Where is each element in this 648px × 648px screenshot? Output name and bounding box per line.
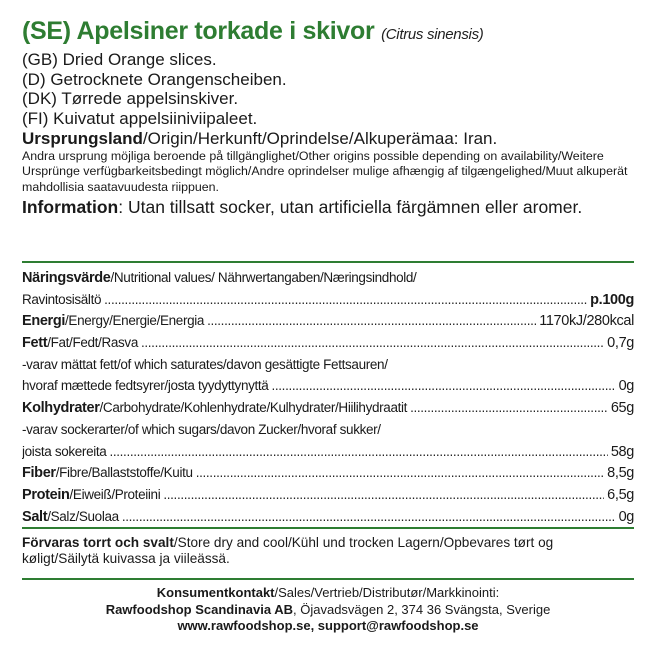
nutrient-translations: /Energy/Energie/Energia — [65, 313, 205, 329]
nutrient-translations: /Salz/Suolaa — [47, 508, 119, 524]
nutrient-value: 58g — [610, 443, 634, 460]
contact-company-line — [22, 602, 634, 619]
nutrient-sugars-line1: -varav sockerarter/of which sugars/davon Zucker/hvoraf sukker/ — [22, 421, 381, 437]
storage-bold: Förvaras torrt och svalt — [22, 535, 174, 550]
nutrient-row-carbohydrate — [22, 397, 634, 419]
nutrient-value: 65g — [610, 400, 634, 417]
nutrient-value: 6,5g — [607, 486, 634, 503]
nutrient-row-sugars — [22, 441, 634, 463]
nutrient-value: 8,5g — [607, 465, 634, 482]
nutrient-row-fiber — [22, 462, 634, 484]
information-text: : Utan tillsatt socker, utan artificiella färgämnen eller aromer. — [118, 197, 583, 218]
translation-gb: (GB) Dried Orange slices. — [22, 50, 217, 69]
contact-web[interactable]: www.rawfoodshop.se, support@rawfoodshop.se — [177, 618, 479, 633]
nutrition-heading-rest: /Nutritional values/ Nährwertangaben/Næringsindhold/ — [110, 270, 417, 285]
translation-dk: (DK) Tørrede appelsinskiver. — [22, 89, 239, 108]
nutrient-value: 0,7g — [607, 335, 634, 352]
contact-label-line — [22, 585, 634, 602]
nutrient-value: 0g — [618, 378, 634, 395]
nutrient-translations: joista sokereita — [22, 443, 107, 459]
company-name: Rawfoodshop Scandinavia AB — [105, 601, 294, 617]
contact-label-rest: /Sales/Vertrieb/Distributør/Markkinointi: — [274, 585, 500, 600]
origin-note: Andra ursprung möjliga beroende på tillgänglighet/Other origins possible depending on availability/Weitere Ursprünge verfügbarkeitsbedingt möglich/Andre oprindelser mulige afhængig af tilgængelighed/Muut alkuperät mahdollisia saatavuudesta riippuen. — [22, 149, 628, 194]
nutrient-row-salt — [22, 506, 634, 528]
label-header — [22, 16, 632, 217]
information-line — [22, 197, 632, 217]
nutrition-heading-line2: Ravintosisältö — [22, 291, 102, 307]
nutrient-name: Kolhydrater — [22, 400, 100, 417]
origin-line — [22, 129, 632, 149]
nutrient-translations: /Eiweiß/Proteiini — [69, 486, 161, 502]
nutrient-translations: /Fibre/Ballaststoffe/Kuitu — [55, 465, 193, 481]
storage-instructions — [22, 535, 634, 567]
nutrition-per-row — [22, 289, 634, 311]
product-title — [22, 16, 632, 50]
origin-value: /Origin/Herkunft/Oprindelse/Alkuperämaa: Iran. — [142, 129, 498, 148]
nutrient-saturates-line1: -varav mättat fett/of which saturates/davon gesättigte Fettsauren/ — [22, 356, 388, 372]
contact-label: Konsumentkontakt — [156, 585, 275, 600]
product-name: (SE) Apelsiner torkade i skivor — [22, 17, 375, 45]
nutrient-name: Fett — [22, 335, 48, 352]
contact-web-line — [22, 618, 634, 635]
translation-fi: (FI) Kuivatut appelsiiniviipaleet. — [22, 108, 258, 128]
nutrient-value: 0g — [618, 508, 634, 525]
divider-middle — [22, 527, 634, 529]
nutrition-heading — [22, 267, 634, 289]
nutrient-value: 1170kJ/280kcal — [539, 313, 634, 330]
nutrient-name: Fiber — [22, 465, 56, 482]
per-100g: p.100g — [590, 291, 634, 308]
nutrient-translations: /Carbohydrate/Kohlenhydrate/Kulhydrater/Hiilihydraatit — [99, 400, 408, 416]
contact-block — [22, 585, 634, 635]
company-address: , Öjavadsvägen 2, 374 36 Svängsta, Sverige — [293, 601, 551, 617]
origin-label: Ursprungsland — [22, 129, 143, 148]
divider-top — [22, 261, 634, 263]
nutrient-translations: /Fat/Fedt/Rasva — [47, 335, 138, 351]
divider-bottom — [22, 578, 634, 580]
information-label: Information — [22, 197, 119, 218]
nutrient-row-energy — [22, 310, 634, 332]
nutrient-row-saturates — [22, 375, 634, 397]
storage-rest: /Store dry and cool/Kühl und trocken Lagern/Opbevares tørt og køligt/Säilytä kuivassa ja viileässä. — [22, 535, 554, 566]
translation-d: (D) Getrocknete Orangenscheiben. — [22, 69, 287, 89]
nutrition-heading-bold: Näringsvärde — [22, 270, 111, 286]
nutrient-translations: hvoraf mættede fedtsyrer/josta tyydyttynyttä — [22, 378, 269, 394]
nutrient-row-protein — [22, 484, 634, 506]
nutrient-name: Protein — [22, 486, 70, 503]
nutrient-name: Salt — [22, 508, 48, 525]
nutrient-row-fat — [22, 332, 634, 354]
nutrient-name: Energi — [22, 313, 66, 330]
nutrition-table — [22, 267, 634, 527]
latin-name: (Citrus sinensis) — [381, 26, 484, 43]
